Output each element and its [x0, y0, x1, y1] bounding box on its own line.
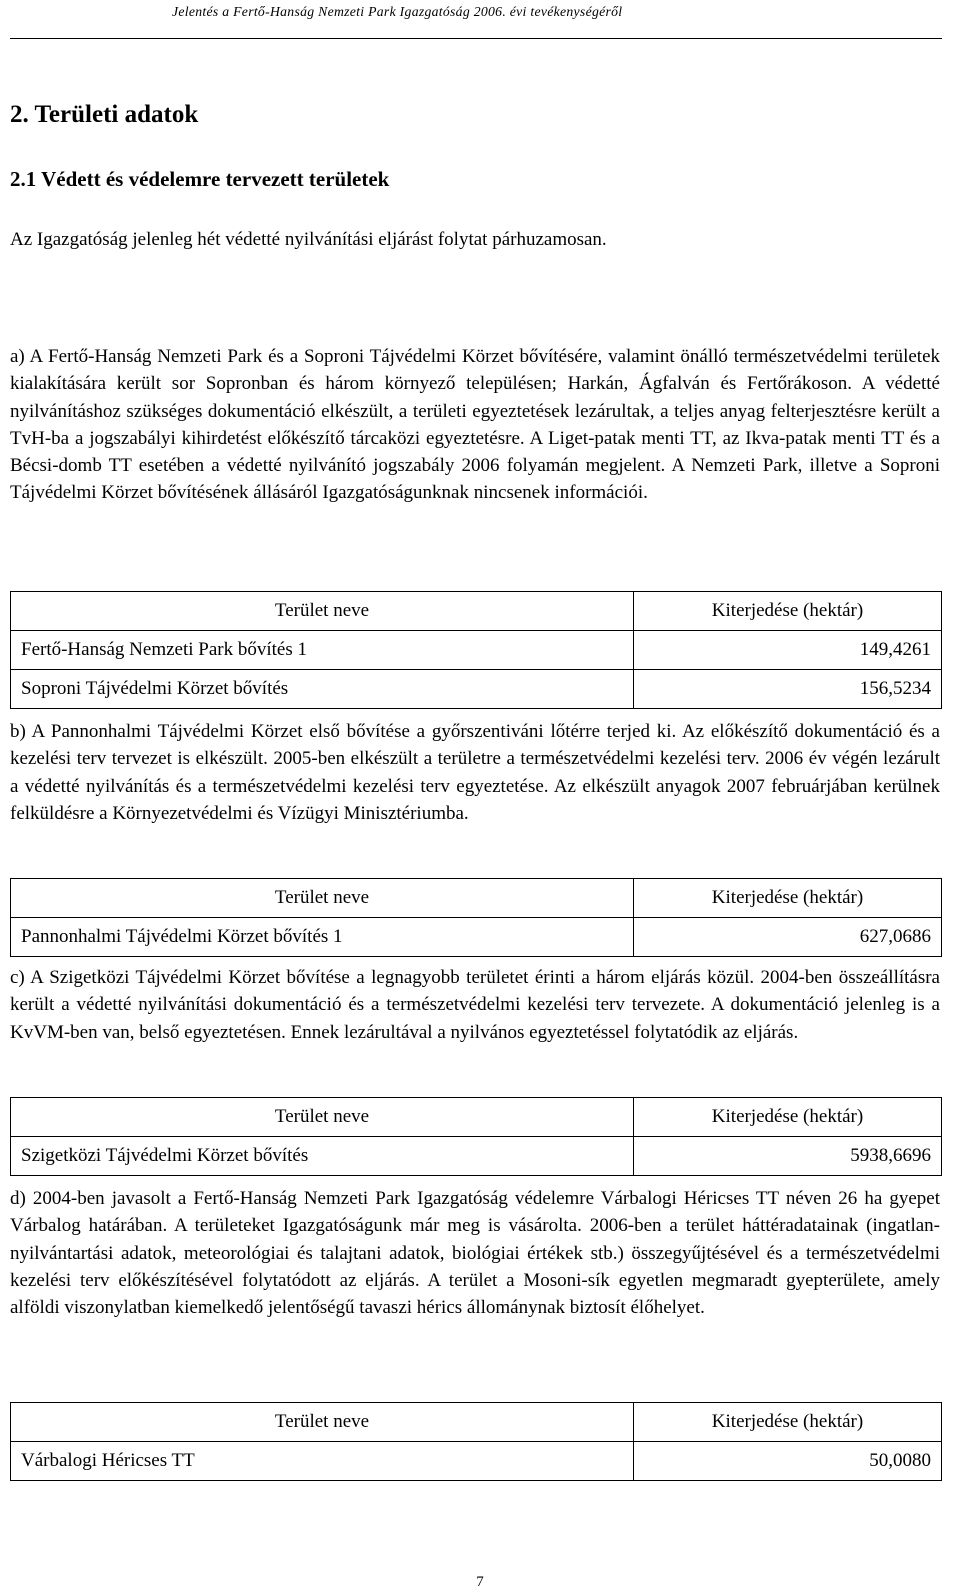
- column-header-area: Kiterjedése (hektár): [634, 1403, 942, 1442]
- table-row: [11, 1442, 942, 1481]
- column-header-name: Terület neve: [11, 1098, 634, 1137]
- table-row: [11, 670, 942, 709]
- area-size: 149,4261: [634, 631, 942, 670]
- table-header-row: [11, 879, 942, 918]
- page-number: 7: [476, 1574, 484, 1590]
- column-header-name: Terület neve: [11, 592, 634, 631]
- column-header-name: Terület neve: [11, 1403, 634, 1442]
- area-table-1: [10, 591, 942, 709]
- section-title: 2. Területi adatok: [10, 101, 199, 128]
- table-row: [11, 631, 942, 670]
- table-row: [11, 918, 942, 957]
- area-size: 156,5234: [634, 670, 942, 709]
- area-name: Fertő-Hanság Nemzeti Park bővítés 1: [11, 631, 634, 670]
- paragraph-a: a) A Fertő-Hanság Nemzeti Park és a Soproni Tájvédelmi Körzet bővítésére, valamint önálló természetvédelmi területek kialakítására került sor Sopronban és három környező településen; Harkán, Ágfalván és Fertőrákoson. A védetté nyilvánításhoz szükséges dokumentáció elkészült, a területi egyeztetések lezárultak, a teljes anyag felterjesztésre került a TvH-ba a jogszabályi kihirdetést előkészítő tárcaközi egyeztetésre. A Liget-patak menti TT, az Ikva-patak menti TT és a Bécsi-domb TT esetében a védetté nyilvánító jogszabály 2006 folyamán megjelent. A Nemzeti Park, illetve a Soproni Tájvédelmi Körzet bővítésének állásáról Igazgatóságunknak nincsenek információi.: [10, 346, 940, 504]
- paragraph-c: c) A Szigetközi Tájvédelmi Körzet bővítése a legnagyobb területet érinti a három eljárás közül. 2004-ben összeállításra került a védetté nyilvánítási dokumentáció és a természetvédelmi kezelési terv tervezete. A dokumentáció jelenleg is a KvVM-ben van, belső egyeztetésen. Ennek lezárultával a nyilvános egyeztetéssel folytatódik az eljárás.: [10, 967, 940, 1043]
- table-header-row: [11, 1098, 942, 1137]
- area-name: Szigetközi Tájvédelmi Körzet bővítés: [11, 1137, 634, 1176]
- column-header-area: Kiterjedése (hektár): [634, 879, 942, 918]
- area-size: 627,0686: [634, 918, 942, 957]
- area-name: Várbalogi Héricses TT: [11, 1442, 634, 1481]
- lead-paragraph: Az Igazgatóság jelenleg hét védetté nyilvánítási eljárást folytat párhuzamosan.: [10, 229, 607, 250]
- area-name: Pannonhalmi Tájvédelmi Körzet bővítés 1: [11, 918, 634, 957]
- column-header-area: Kiterjedése (hektár): [634, 1098, 942, 1137]
- area-size: 50,0080: [634, 1442, 942, 1481]
- area-size: 5938,6696: [634, 1137, 942, 1176]
- paragraph-d: d) 2004-ben javasolt a Fertő-Hanság Nemzeti Park Igazgatóság védelemre Várbalogi Héricses TT néven 26 ha gyepet Várbalog határában. A területeket Igazgatóságunk már meg is vásárolta. 2006-ben a terület háttéradatainak (ingatlan-nyilvántartási adatok, meteorológiai és talajtani adatok, biológiai értékek stb.) összegyűjtésével és a természetvédelmi kezelési terv előkészítésével folytatódott az eljárás. A terület a Mosoni-sík egyetlen megmaradt gyepterülete, amely alföldi viszonylatban kiemelkedő jelentőségű tavaszi hérics állománynak biztosít élőhelyet.: [10, 1188, 940, 1319]
- subsection-title: 2.1 Védett és védelemre tervezett területek: [10, 167, 390, 191]
- column-header-area: Kiterjedése (hektár): [634, 592, 942, 631]
- area-table-3: [10, 1097, 942, 1176]
- area-table-4: [10, 1402, 942, 1481]
- table-row: [11, 1137, 942, 1176]
- running-header: Jelentés a Fertő-Hanság Nemzeti Park Igazgatóság 2006. évi tevékenységéről: [172, 5, 623, 20]
- paragraph-b: b) A Pannonhalmi Tájvédelmi Körzet első bővítése a győrszentiváni lőtérre terjed ki. Az előkészítő dokumentáció és a kezelési terv tervezet is elkészült. 2005-ben elkészült a területre a természetvédelmi kezelési terv. 2006 év végén lezárult a védetté nyilvánítás és a természetvédelmi kezelési terv egyeztetése. Az elkészült anyagok 2007 februárjában kerülnek felküldésre a Környezetvédelmi és Vízügyi Minisztériumba.: [10, 721, 940, 824]
- column-header-name: Terület neve: [11, 879, 634, 918]
- header-rule: [10, 38, 942, 39]
- table-header-row: [11, 592, 942, 631]
- table-header-row: [11, 1403, 942, 1442]
- area-name: Soproni Tájvédelmi Körzet bővítés: [11, 670, 634, 709]
- area-table-2: [10, 878, 942, 957]
